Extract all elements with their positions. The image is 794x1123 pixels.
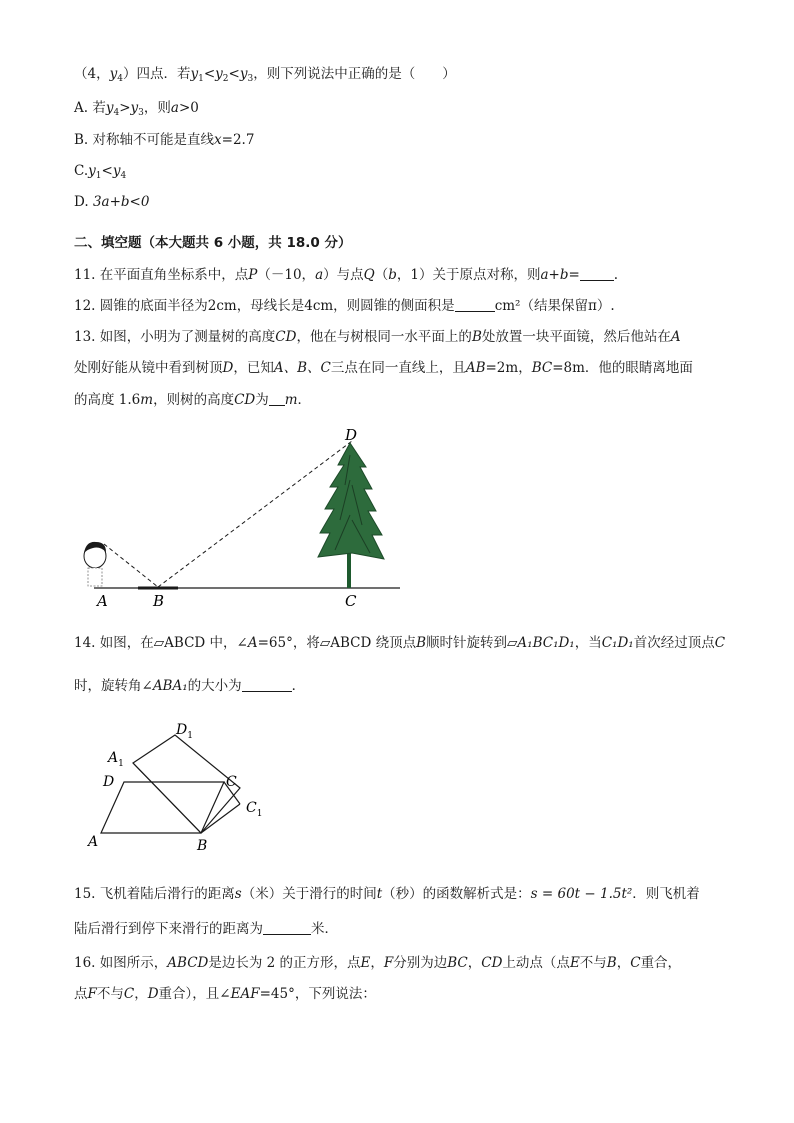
option-d	[74, 192, 149, 212]
q16-num: 16.	[74, 955, 96, 971]
q10-y2-sub: 2	[222, 74, 229, 84]
fig13-person-figure	[84, 542, 106, 586]
q10-y1: y	[190, 66, 199, 82]
option-a-a: a	[170, 100, 179, 116]
option-a-gt: >	[119, 100, 131, 116]
option-a	[74, 98, 199, 118]
q13-abc: A、B、C	[273, 360, 331, 376]
q12-unit: cm²（结果保留π）.	[494, 298, 615, 314]
q11-mid: ）与点	[323, 267, 364, 283]
option-c	[74, 161, 126, 181]
q16-f2: F	[87, 986, 97, 1002]
figure-13	[0, 425, 794, 615]
q14-a: A	[247, 635, 258, 651]
q16-bc: BC	[447, 955, 468, 971]
q13-m: m	[140, 392, 154, 408]
fig14-parallelogram-abcd	[101, 782, 224, 833]
fig13-sight-eye-to-mirror	[104, 544, 158, 587]
q16-b: B	[606, 955, 617, 971]
q14-answer-blank[interactable]	[242, 677, 292, 692]
q13-line2c: 三点在同一直线上，且	[330, 360, 466, 376]
q13-ab-val: =2m，	[485, 360, 532, 376]
q16-line1f: 重合，	[640, 955, 682, 971]
option-a-y3: y	[130, 100, 139, 116]
q12	[74, 296, 615, 316]
fig14-label-c: C	[226, 774, 237, 790]
q14-c1d1: C₁D₁	[601, 635, 634, 651]
q10-y3: y	[239, 66, 248, 82]
q16-line1e: 不与	[579, 955, 607, 971]
q14-quad: A₁BC₁D₁	[517, 635, 575, 651]
option-c-y1-sub: 1	[95, 171, 102, 181]
option-a-pre: 若	[92, 100, 106, 116]
q13-cd: CD	[275, 329, 297, 345]
q16-line2b: 不与	[96, 986, 124, 1002]
q10-y1-sub: 1	[198, 74, 204, 84]
q15-line2	[74, 919, 338, 939]
q15-line1a: 飞机着陆后滑行的距离	[99, 886, 235, 902]
fig13-label-a: A	[97, 592, 108, 610]
q13-line1b: ，他在与树根同一水平面上的	[296, 329, 472, 345]
q14-line2	[74, 676, 305, 696]
q16-line2d: =45°，下列说法：	[259, 986, 376, 1002]
q16-line1a: 如图所示，	[99, 955, 168, 971]
q16-e: E	[360, 955, 371, 971]
q13-ab: AB	[465, 360, 486, 376]
q13-line1	[74, 327, 681, 347]
q14-line1d: ，当	[574, 635, 602, 651]
q16-line2: 点F不与C，D重合），且∠EAF=45°，下列说法：	[74, 986, 376, 1002]
q13-line2	[74, 358, 693, 378]
q11-qcoord1: （	[374, 267, 389, 283]
q16-line1: 16. 如图所示，ABCD是边长为 2 的正方形，点E，F分别为边BC，CD上动点（点E不与B，C重合，	[74, 955, 682, 971]
q13-line1c: 处放置一块平面镜，然后他站在	[481, 329, 671, 345]
q14-line1a: 如图，在▱ABCD 中，∠	[99, 635, 248, 651]
option-a-mid: ，则	[143, 100, 171, 116]
q16-eaf: EAF	[230, 986, 260, 1002]
option-b-text: 对称轴不可能是直线	[92, 132, 215, 148]
q15-line1	[74, 884, 700, 904]
q15-line1b: （米）关于滑行的时间	[241, 886, 377, 902]
q11-pcoord: （－10，	[257, 267, 316, 283]
fig14-line-a1-b	[133, 763, 201, 833]
q13-line3c: 为	[255, 392, 269, 408]
fig14-label-b: B	[197, 838, 208, 854]
q14-line2b: 的大小为	[187, 678, 242, 694]
q10-lt2: <	[228, 66, 240, 82]
option-c-y4-sub: 4	[120, 171, 127, 181]
q14-num: 14.	[74, 635, 96, 651]
option-c-lt: <	[101, 163, 113, 179]
q14-line1b: =65°，将▱ABCD 绕顶点	[257, 635, 417, 651]
fig14-line-b-c1	[201, 804, 240, 833]
fig13-tree-figure	[318, 443, 384, 588]
option-c-y4: y	[112, 163, 121, 179]
q15-t: t	[376, 886, 383, 902]
fig14-label-a: A	[88, 834, 99, 850]
option-a-y3-sub: 3	[138, 108, 144, 118]
q10-y4: y	[109, 66, 118, 82]
q10-y4-sub: 4	[117, 74, 123, 84]
q10-tail-line	[74, 64, 456, 84]
fig13-label-b: B	[153, 592, 165, 610]
q13-line2b: ，已知	[233, 360, 274, 376]
section-heading: 二、填空题（本大题共 6 小题，共 18.0 分）	[74, 235, 352, 251]
q10-point4: （4，	[74, 66, 110, 82]
q12-answer-blank[interactable]	[455, 297, 495, 312]
q14-b: B	[416, 635, 427, 651]
q14-c: C	[714, 635, 726, 651]
q16-cd: CD	[481, 955, 503, 971]
q13-d: D	[222, 360, 234, 376]
q15-line2a: 陆后滑行到停下来滑行的距离为	[74, 921, 263, 937]
q11-text: 在平面直角坐标系中，点	[99, 267, 249, 283]
q10-lt1: <	[203, 66, 216, 82]
q13-line3a: 的高度 1.6	[74, 392, 141, 408]
q14-end: ．	[291, 678, 306, 694]
q13-b: B	[471, 329, 482, 345]
option-b-val: =2.7	[221, 132, 255, 148]
option-d-letter: D.	[74, 194, 89, 210]
fig14-label-c1: $C_1$	[246, 800, 263, 819]
option-c-letter: C.	[74, 163, 89, 179]
q11-eq: =	[568, 267, 580, 283]
q16-c2: C	[123, 986, 135, 1002]
figure-14	[0, 720, 794, 860]
q14-line1e: 首次经过顶点	[633, 635, 715, 651]
fig13-label-c: C	[345, 592, 357, 610]
option-a-letter: A.	[74, 100, 89, 116]
q13-cd2: CD	[234, 392, 256, 408]
option-a-y4-sub: 4	[113, 108, 120, 118]
option-b-letter: B.	[74, 132, 89, 148]
q11-b: b	[388, 267, 397, 283]
q14-line2a: 时，旋转角∠	[74, 678, 153, 694]
q11-a: a	[315, 267, 324, 283]
q16-line2a: 点	[74, 986, 88, 1002]
q13-end: ．	[297, 392, 312, 408]
q12-text1: 圆锥的底面半径为2cm，母线长是4cm，则圆锥的侧面积是	[99, 298, 455, 314]
q14-line1	[74, 633, 725, 653]
q13-line3	[74, 390, 311, 410]
q11-qcoord2: ，1）关于原点对称，则	[396, 267, 541, 283]
q16-abcd: ABCD	[167, 955, 209, 971]
q16-line1c: 分别为边	[393, 955, 448, 971]
q15-answer-blank[interactable]	[263, 920, 311, 935]
q11	[74, 265, 618, 285]
q13-line3b: ，则树的高度	[153, 392, 235, 408]
fig14-label-d1: $D_1$	[176, 722, 193, 741]
q15-s: s	[234, 886, 242, 902]
q15-num: 15.	[74, 886, 96, 902]
q16-comma: ，	[370, 955, 384, 971]
q10-text1: ）四点．若	[122, 66, 191, 82]
q16-c: C	[630, 955, 641, 971]
q15-line1d: ．则飞机着	[632, 886, 700, 902]
q16-line2c: 重合），且∠	[158, 986, 231, 1002]
q13-a: A	[670, 329, 681, 345]
option-a-rel: >0	[178, 100, 199, 116]
q10-y2: y	[215, 66, 223, 82]
q11-answer-blank[interactable]	[580, 266, 614, 281]
q16-f: F	[383, 955, 394, 971]
q15-formula: s = 60t − 1.5t²	[530, 886, 633, 902]
option-c-y1: y	[88, 163, 96, 179]
q11-num: 11.	[74, 267, 96, 283]
q11-end: .	[613, 267, 619, 283]
q13-m2: m	[284, 392, 298, 408]
q16-e2: E	[569, 955, 580, 971]
q15-line2b: 米．	[311, 921, 338, 937]
q13-bc-val: =8m．他的眼睛离地面	[552, 360, 693, 376]
option-b	[74, 130, 254, 150]
option-b-x: x	[214, 132, 222, 148]
q11-p: P	[248, 267, 258, 283]
q15-line1c: （秒）的函数解析式是：	[382, 886, 531, 902]
q14-line1c: 顺时针旋转到▱	[426, 635, 518, 651]
q11-q: Q	[363, 267, 375, 283]
q13-answer-blank[interactable]	[269, 391, 285, 406]
fig13-sight-mirror-to-treetop	[158, 441, 352, 587]
q13-bc: BC	[531, 360, 553, 376]
q13-num: 13.	[74, 329, 96, 345]
option-d-text: 3a+b<0	[92, 194, 150, 210]
q16-d2: D	[147, 986, 159, 1002]
q14-angle: ABA₁	[152, 678, 188, 694]
fig14-label-a1: $A_1$	[108, 750, 124, 769]
q13-line1a: 如图，小明为了测量树的高度	[99, 329, 276, 345]
q16-line1b: 是边长为 2 的正方形，点	[208, 955, 361, 971]
q10-text2: ，则下列说法中正确的是（ ）	[253, 66, 456, 82]
fig14-label-d: D	[103, 774, 115, 790]
q12-num: 12.	[74, 298, 96, 314]
option-a-y4: y	[105, 100, 114, 116]
q11-sum: a+b	[540, 267, 569, 283]
fig13-label-d: D	[345, 426, 358, 444]
q10-y3-sub: 3	[247, 74, 254, 84]
q16-line1d: 上动点（点	[502, 955, 570, 971]
q13-line2a: 处刚好能从镜中看到树顶	[74, 360, 223, 376]
